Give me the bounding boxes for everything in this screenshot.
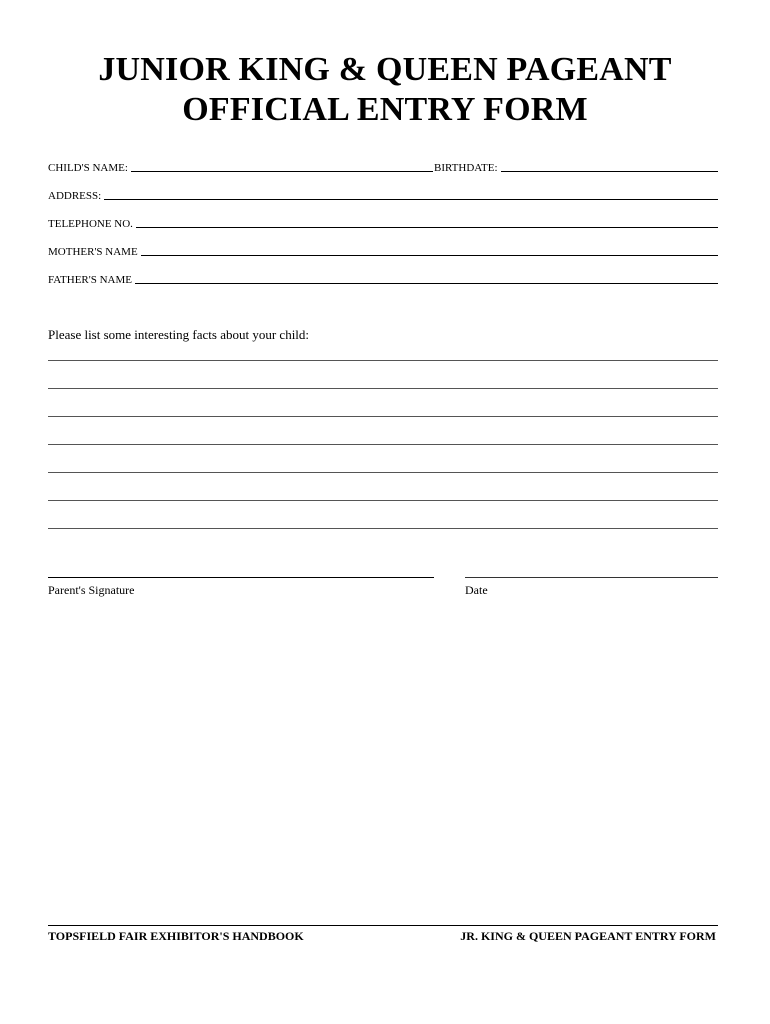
- date-label: Date: [465, 583, 488, 597]
- mother-name-blank[interactable]: [141, 255, 718, 256]
- footer-form-title: JR. KING & QUEEN PAGEANT ENTRY FORM: [460, 929, 716, 943]
- facts-line[interactable]: [48, 528, 718, 529]
- facts-prompt: Please list some interesting facts about your child:: [48, 327, 310, 342]
- parent-signature-line[interactable]: [48, 577, 434, 578]
- telephone-field[interactable]: [48, 216, 718, 230]
- footer-handbook-title: TOPSFIELD FAIR EXHIBITOR'S HANDBOOK: [48, 929, 304, 943]
- father-name-label: FATHER'S NAME: [48, 274, 132, 286]
- address-field[interactable]: [48, 188, 718, 202]
- father-name-field[interactable]: [48, 272, 718, 286]
- facts-line[interactable]: [48, 444, 718, 445]
- mother-name-label: MOTHER'S NAME: [48, 246, 138, 258]
- birthdate-label: BIRTHDATE:: [434, 162, 498, 174]
- telephone-label: TELEPHONE NO.: [48, 218, 133, 230]
- facts-line[interactable]: [48, 500, 718, 501]
- parent-signature-label: Parent's Signature: [48, 583, 135, 597]
- father-name-blank[interactable]: [135, 283, 718, 284]
- form-title-line-2: OFFICIAL ENTRY FORM: [182, 91, 588, 128]
- facts-line[interactable]: [48, 388, 718, 389]
- address-label: ADDRESS:: [48, 190, 102, 202]
- address-blank[interactable]: [104, 199, 718, 200]
- child-name-blank[interactable]: [131, 171, 433, 172]
- facts-line[interactable]: [48, 360, 718, 361]
- mother-name-field[interactable]: [48, 244, 718, 258]
- form-title-line-1: JUNIOR KING & QUEEN PAGEANT: [98, 51, 672, 88]
- facts-line[interactable]: [48, 416, 718, 417]
- facts-line[interactable]: [48, 472, 718, 473]
- birthdate-field[interactable]: [434, 160, 718, 174]
- birthdate-blank[interactable]: [501, 171, 718, 172]
- telephone-blank[interactable]: [136, 227, 718, 228]
- child-name-label: CHILD'S NAME:: [48, 162, 128, 174]
- child-name-field[interactable]: [48, 160, 433, 174]
- date-line[interactable]: [465, 577, 718, 578]
- footer-rule: [48, 925, 718, 926]
